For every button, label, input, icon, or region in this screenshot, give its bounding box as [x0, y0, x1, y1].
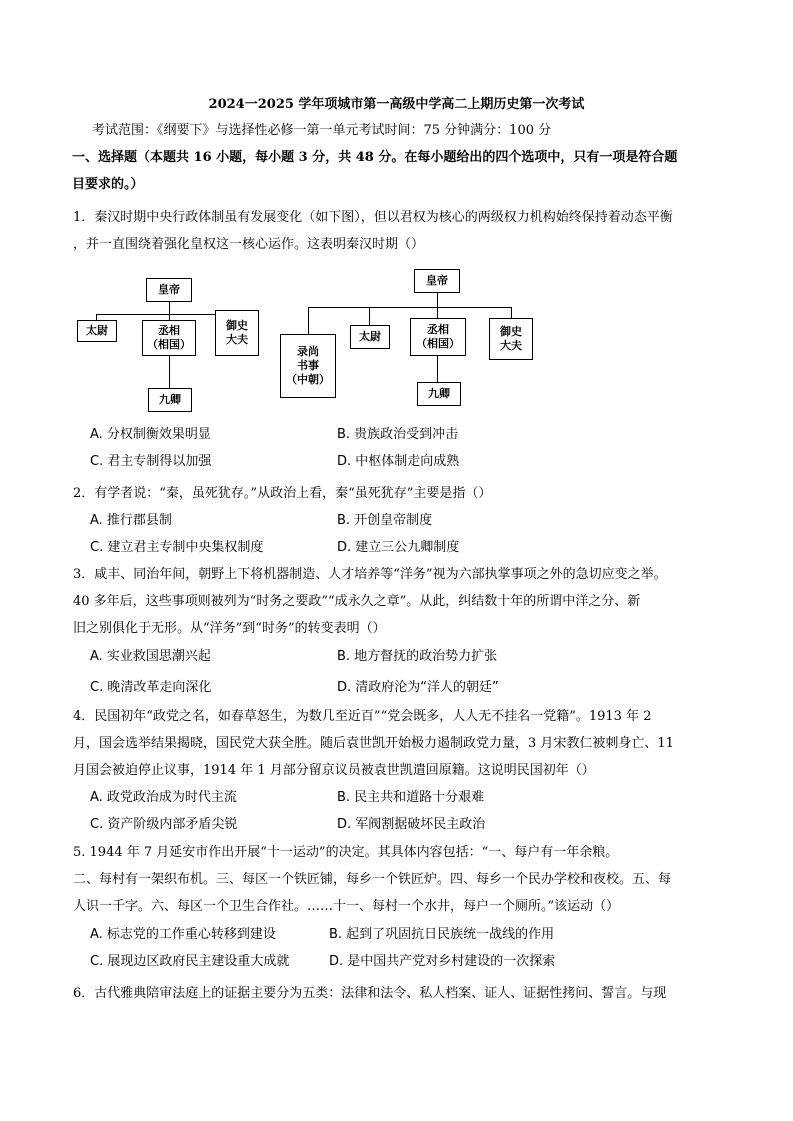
connector-line: [169, 356, 170, 388]
connector-line: [437, 293, 438, 307]
han-shangshu-box: 录尚 书事 （中朝）: [280, 334, 336, 398]
connector-line: [169, 302, 170, 314]
connector-line: [308, 307, 309, 334]
connector-line: [308, 307, 511, 308]
question-4-option-d[interactable]: D. 军阀割据破坏民主政治: [337, 817, 486, 832]
question-1-line-1: 1．秦汉时期中央行政体制虽有发展变化（如下图），但以君权为核心的两级权力机构始终保持着动态平衡: [73, 210, 673, 225]
han-chengxiang-box: 丞相 （相国）: [410, 318, 466, 356]
qin-taiwei-box: 太尉: [77, 320, 117, 342]
question-2-line-1: 2．有学者说：“秦，虽死犹存。”从政治上看，秦“虽死犹存”主要是指（）: [73, 486, 492, 501]
question-6-line-1: 6．古代雅典陪审法庭上的证据主要分为五类：法律和法令、私人档案、证人、证据性拷问、誓言。与现: [73, 986, 667, 1001]
section-heading-line1: 一、选择题（本题共 16 小题，每小题 3 分，共 48 分。在每小题给出的四个选项中，只有一项是符合题: [72, 150, 678, 165]
question-3-line-2: 40 多年后，这些事项则被列为“时务之要政”“成永久之章”。从此，纠结数十年的所谓中洋之分、新: [73, 594, 641, 609]
question-3-option-c[interactable]: C. 晚清改革走向深化: [90, 680, 212, 695]
exam-info: 考试范围：《纲要下》与选择性必修一第一单元考试时间：75 分钟满分：100 分: [92, 123, 552, 138]
question-3-line-1: 3．咸丰、同治年间，朝野上下将机器制造、人才培养等“洋务”视为六部执掌事项之外的急切应变之举。: [73, 567, 667, 582]
question-1-option-a[interactable]: A. 分权制衡效果明显: [90, 427, 211, 442]
qin-jiuqing-box: 九卿: [148, 388, 192, 412]
question-4-line-1: 4．民国初年“政党之名，如春草怒生，为数几至近百”“党会既多，人人无不挂名一党籍”。1913 年 2: [73, 709, 652, 724]
exam-title: 2024一2025 学年项城市第一高级中学高二上期历史第一次考试: [208, 97, 585, 112]
question-5-option-b[interactable]: B. 起到了巩固抗日民族统一战线的作用: [329, 927, 555, 942]
connector-line: [511, 307, 512, 318]
qin-yushi-box: 御史 大夫: [215, 310, 259, 356]
han-yushi-box: 御史 大夫: [489, 318, 533, 360]
question-2-option-d[interactable]: D. 建立三公九卿制度: [337, 540, 460, 555]
question-1-option-c[interactable]: C. 君主专制得以加强: [90, 454, 212, 469]
han-emperor-box: 皇帝: [414, 269, 460, 293]
connector-line: [369, 307, 370, 325]
connector-line: [437, 356, 438, 382]
question-3-option-d[interactable]: D. 清政府沦为“洋人的朝廷”: [337, 680, 499, 695]
qin-emperor-box: 皇帝: [146, 278, 192, 302]
question-2-option-b[interactable]: B. 开创皇帝制度: [337, 513, 433, 528]
question-4-option-b[interactable]: B. 民主共和道路十分艰难: [337, 790, 485, 805]
han-jiuqing-box: 九卿: [417, 382, 461, 406]
question-5-option-a[interactable]: A. 标志党的工作重心转移到建设: [90, 927, 276, 942]
question-5-option-c[interactable]: C. 展现边区政府民主建设重大成就: [90, 954, 290, 969]
question-2-option-c[interactable]: C. 建立君主专制中央集权制度: [90, 540, 264, 555]
question-5-option-d[interactable]: D. 是中国共产党对乡村建设的一次探索: [329, 954, 556, 969]
question-2-option-a[interactable]: A. 推行郡县制: [90, 513, 172, 528]
question-4-line-2: 月，国会选举结果揭晓，国民党大获全胜。随后袁世凯开始极力遏制政党力量，3 月宋教仁被刺身亡、11: [73, 736, 674, 751]
question-1-option-b[interactable]: B. 贵族政治受到冲击: [337, 427, 459, 442]
question-1-line-2: ，并一直围绕着强化皇权这一核心运作。这表明秦汉时期（）: [73, 237, 425, 252]
question-4-option-a[interactable]: A. 政党政治成为时代主流: [90, 790, 237, 805]
question-4-line-3: 月国会被迫停止议事，1914 年 1 月部分留京议员被袁世凯遣回原籍。这说明民国初年（）: [73, 763, 595, 778]
question-3-line-3: 旧之别俱化于无形。从“洋务”到“时务”的转变表明（）: [73, 621, 386, 636]
han-taiwei-box: 太尉: [350, 325, 390, 349]
section-heading-line2: 目要求的。）: [72, 177, 144, 192]
connector-line: [437, 307, 438, 318]
question-3-option-b[interactable]: B. 地方督抚的政治势力扩张: [337, 649, 498, 664]
question-5-line-2: 二、每村有一架织布机。三、每区一个铁匠铺，每乡一个铁匠炉。四、每乡一个民办学校和夜校。五、每: [73, 872, 672, 887]
qin-chengxiang-box: 丞相 （相国）: [142, 320, 196, 356]
question-1-option-d[interactable]: D. 中枢体制走向成熟: [337, 454, 460, 469]
question-3-option-a[interactable]: A. 实业救国思潮兴起: [90, 649, 211, 664]
question-4-option-c[interactable]: C. 资产阶级内部矛盾尖锐: [90, 817, 238, 832]
question-5-line-3: 人识一千字。六、每区一个卫生合作社。……十一、每村一个水井，每户一个厕所。”该运动（）: [73, 899, 620, 914]
question-5-line-1: 5. 1944 年 7 月延安市作出开展“十一运动”的决定。其具体内容包括：“一、每户有一年余粮。: [73, 845, 619, 860]
